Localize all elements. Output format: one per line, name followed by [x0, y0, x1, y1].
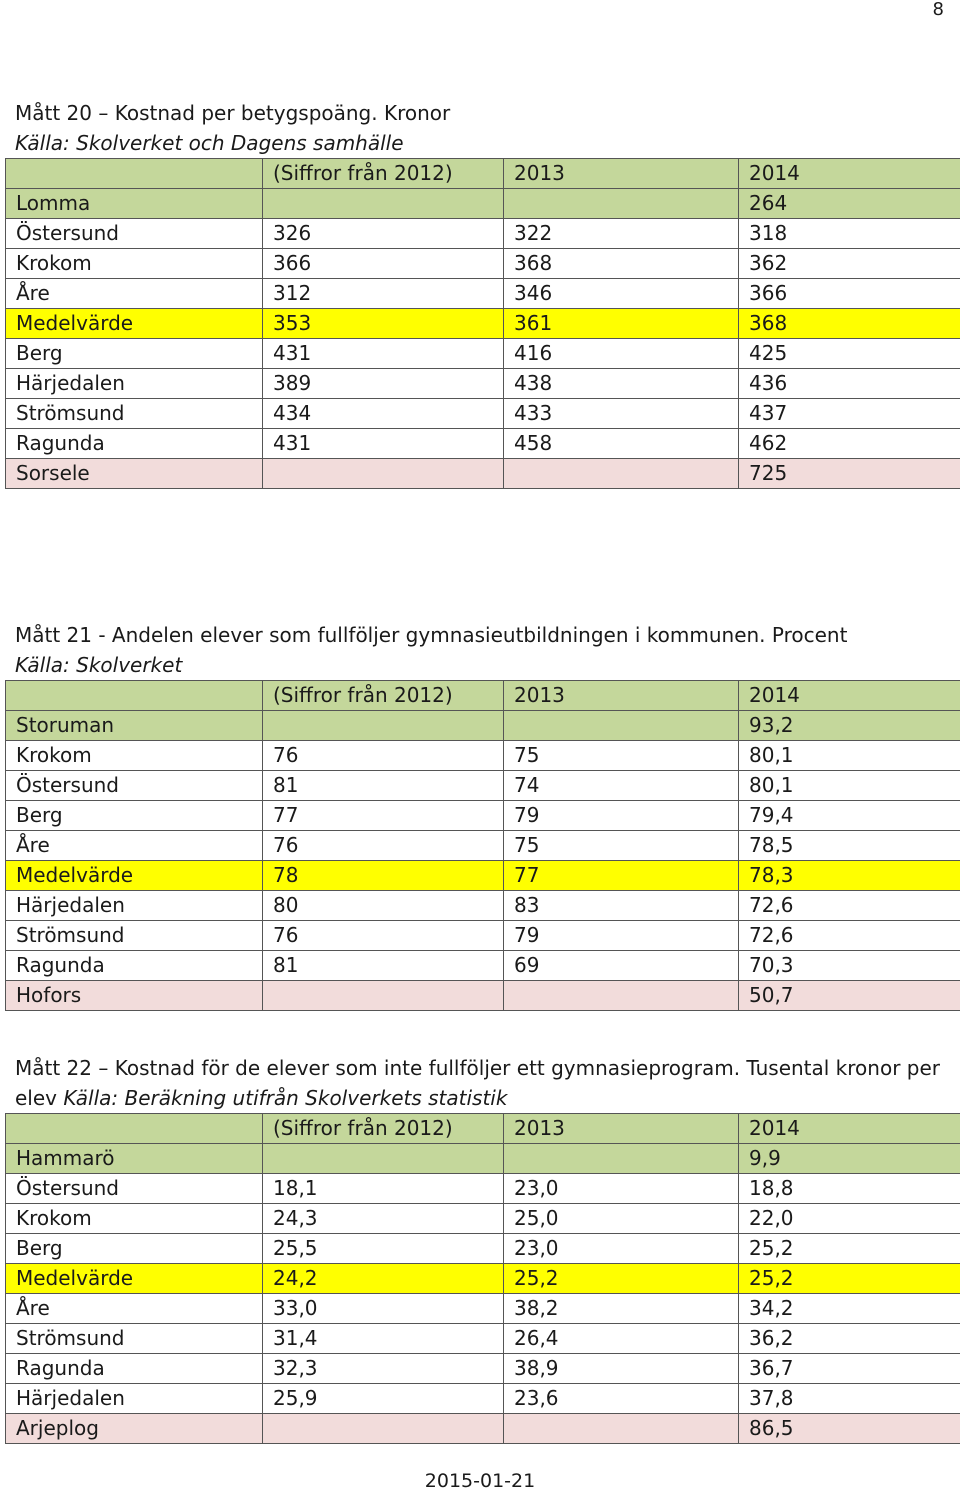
value-cell: 25,2	[504, 1264, 739, 1294]
table-row	[6, 1384, 960, 1414]
table-title: Mått 21 - Andelen elever som fullföljer gymnasieutbildningen i kommunen. Procent	[15, 623, 848, 647]
footer-date: 2015-01-21	[424, 1470, 536, 1492]
municipality-cell: Åre	[6, 1294, 263, 1324]
data-table	[5, 680, 960, 1011]
municipality-cell: Medelvärde	[6, 1264, 263, 1294]
value-cell: 81	[263, 951, 504, 981]
value-cell: 83	[504, 891, 739, 921]
table-row	[6, 711, 960, 741]
municipality-cell: Östersund	[6, 771, 263, 801]
table-title: Mått 20 – Kostnad per betygspoäng. Kronor	[15, 101, 451, 125]
data-table	[5, 158, 960, 489]
table-row	[6, 189, 960, 219]
value-cell: 326	[263, 219, 504, 249]
table-block-3	[5, 1053, 957, 1444]
value-cell: 23,0	[504, 1174, 739, 1204]
value-cell: 264	[739, 189, 960, 219]
value-cell: 22,0	[739, 1204, 960, 1234]
municipality-cell: Hammarö	[6, 1144, 263, 1174]
value-cell: 416	[504, 339, 739, 369]
table-row	[6, 249, 960, 279]
value-cell: 25,2	[739, 1264, 960, 1294]
municipality-cell: Lomma	[6, 189, 263, 219]
value-cell: 74	[504, 771, 739, 801]
table-row	[6, 1234, 960, 1264]
municipality-cell: Krokom	[6, 249, 263, 279]
municipality-cell: Ragunda	[6, 951, 263, 981]
value-cell: 433	[504, 399, 739, 429]
value-cell: 77	[504, 861, 739, 891]
municipality-cell: Berg	[6, 1234, 263, 1264]
table-row	[6, 1354, 960, 1384]
table-row	[6, 309, 960, 339]
column-header: 2014	[739, 1114, 960, 1144]
table-row	[6, 369, 960, 399]
column-header: (Siffror från 2012)	[263, 1114, 504, 1144]
table-row	[6, 1294, 960, 1324]
value-cell	[263, 981, 504, 1011]
value-cell: 362	[739, 249, 960, 279]
column-header: 2014	[739, 159, 960, 189]
value-cell: 33,0	[263, 1294, 504, 1324]
municipality-cell: Ragunda	[6, 429, 263, 459]
value-cell: 24,2	[263, 1264, 504, 1294]
table-header-row	[6, 159, 960, 189]
municipality-cell: Arjeplog	[6, 1414, 263, 1444]
value-cell: 50,7	[739, 981, 960, 1011]
table-source: Källa: Skolverket	[15, 653, 183, 677]
value-cell: 389	[263, 369, 504, 399]
municipality-cell: Härjedalen	[6, 369, 263, 399]
value-cell	[504, 711, 739, 741]
column-header: (Siffror från 2012)	[263, 159, 504, 189]
municipality-cell: Krokom	[6, 741, 263, 771]
value-cell: 86,5	[739, 1414, 960, 1444]
value-cell: 75	[504, 831, 739, 861]
value-cell: 18,1	[263, 1174, 504, 1204]
value-cell: 436	[739, 369, 960, 399]
value-cell: 434	[263, 399, 504, 429]
value-cell: 458	[504, 429, 739, 459]
value-cell: 318	[739, 219, 960, 249]
municipality-cell: Härjedalen	[6, 1384, 263, 1414]
column-header: 2014	[739, 681, 960, 711]
value-cell: 368	[739, 309, 960, 339]
municipality-cell: Berg	[6, 339, 263, 369]
table-header-row	[6, 1114, 960, 1144]
value-cell: 9,9	[739, 1144, 960, 1174]
value-cell: 32,3	[263, 1354, 504, 1384]
value-cell: 25,2	[739, 1234, 960, 1264]
municipality-cell: Strömsund	[6, 399, 263, 429]
table-source: Källa: Skolverket och Dagens samhälle	[15, 131, 404, 155]
value-cell: 36,2	[739, 1324, 960, 1354]
table-row	[6, 399, 960, 429]
table-title-with-source	[15, 1053, 955, 1113]
municipality-cell: Åre	[6, 831, 263, 861]
column-header	[6, 1114, 263, 1144]
value-cell: 346	[504, 279, 739, 309]
value-cell	[263, 1144, 504, 1174]
table-row	[6, 861, 960, 891]
column-header: 2013	[504, 681, 739, 711]
value-cell: 353	[263, 309, 504, 339]
municipality-cell: Sorsele	[6, 459, 263, 489]
value-cell: 24,3	[263, 1204, 504, 1234]
municipality-cell: Medelvärde	[6, 309, 263, 339]
value-cell: 322	[504, 219, 739, 249]
value-cell: 366	[263, 249, 504, 279]
value-cell: 438	[504, 369, 739, 399]
value-cell: 77	[263, 801, 504, 831]
value-cell: 79,4	[739, 801, 960, 831]
value-cell: 425	[739, 339, 960, 369]
column-header	[6, 681, 263, 711]
value-cell	[504, 981, 739, 1011]
municipality-cell: Berg	[6, 801, 263, 831]
table-row	[6, 771, 960, 801]
column-header: (Siffror från 2012)	[263, 681, 504, 711]
table-row	[6, 741, 960, 771]
value-cell: 366	[739, 279, 960, 309]
table-row	[6, 459, 960, 489]
value-cell: 361	[504, 309, 739, 339]
table-row	[6, 951, 960, 981]
value-cell: 25,9	[263, 1384, 504, 1414]
table-row	[6, 1264, 960, 1294]
municipality-cell: Åre	[6, 279, 263, 309]
value-cell: 23,6	[504, 1384, 739, 1414]
municipality-cell: Hofors	[6, 981, 263, 1011]
value-cell: 93,2	[739, 711, 960, 741]
municipality-cell: Östersund	[6, 1174, 263, 1204]
value-cell: 78,5	[739, 831, 960, 861]
value-cell: 69	[504, 951, 739, 981]
table-row	[6, 921, 960, 951]
page-number: 8	[932, 0, 944, 20]
value-cell: 431	[263, 339, 504, 369]
table-row	[6, 339, 960, 369]
value-cell: 25,5	[263, 1234, 504, 1264]
table-row	[6, 219, 960, 249]
value-cell: 38,9	[504, 1354, 739, 1384]
municipality-cell: Ragunda	[6, 1354, 263, 1384]
value-cell: 79	[504, 801, 739, 831]
value-cell: 80,1	[739, 741, 960, 771]
column-header: 2013	[504, 1114, 739, 1144]
value-cell: 76	[263, 831, 504, 861]
table-source: Källa: Beräkning utifrån Skolverkets statistik	[63, 1086, 508, 1110]
value-cell: 38,2	[504, 1294, 739, 1324]
value-cell	[504, 1144, 739, 1174]
table-row	[6, 1144, 960, 1174]
value-cell	[263, 459, 504, 489]
value-cell: 72,6	[739, 891, 960, 921]
value-cell: 72,6	[739, 921, 960, 951]
value-cell: 36,7	[739, 1354, 960, 1384]
value-cell: 23,0	[504, 1234, 739, 1264]
table-row	[6, 831, 960, 861]
value-cell: 368	[504, 249, 739, 279]
value-cell: 79	[504, 921, 739, 951]
value-cell: 31,4	[263, 1324, 504, 1354]
value-cell: 725	[739, 459, 960, 489]
table-row	[6, 801, 960, 831]
table-row	[6, 891, 960, 921]
table-title: Mått 22 – Kostnad för de elever som inte fullföljer ett gymnasieprogram. Tusental kronor per elev	[15, 1056, 940, 1110]
value-cell: 37,8	[739, 1384, 960, 1414]
value-cell: 26,4	[504, 1324, 739, 1354]
municipality-cell: Strömsund	[6, 921, 263, 951]
column-header: 2013	[504, 159, 739, 189]
value-cell: 70,3	[739, 951, 960, 981]
value-cell	[504, 1414, 739, 1444]
table-row	[6, 1414, 960, 1444]
value-cell: 78,3	[739, 861, 960, 891]
value-cell: 312	[263, 279, 504, 309]
table-row	[6, 1174, 960, 1204]
value-cell: 76	[263, 741, 504, 771]
table-header-row	[6, 681, 960, 711]
table-row	[6, 1204, 960, 1234]
value-cell	[263, 711, 504, 741]
data-table	[5, 1113, 960, 1444]
value-cell: 25,0	[504, 1204, 739, 1234]
value-cell: 18,8	[739, 1174, 960, 1204]
municipality-cell: Strömsund	[6, 1324, 263, 1354]
municipality-cell: Medelvärde	[6, 861, 263, 891]
table-block-1	[5, 98, 957, 489]
value-cell: 34,2	[739, 1294, 960, 1324]
table-row	[6, 279, 960, 309]
table-row	[6, 1324, 960, 1354]
value-cell: 75	[504, 741, 739, 771]
municipality-cell: Östersund	[6, 219, 263, 249]
value-cell: 431	[263, 429, 504, 459]
municipality-cell: Härjedalen	[6, 891, 263, 921]
column-header	[6, 159, 263, 189]
value-cell	[263, 189, 504, 219]
value-cell: 80	[263, 891, 504, 921]
value-cell: 462	[739, 429, 960, 459]
value-cell: 76	[263, 921, 504, 951]
value-cell	[263, 1414, 504, 1444]
value-cell: 78	[263, 861, 504, 891]
value-cell: 81	[263, 771, 504, 801]
municipality-cell: Storuman	[6, 711, 263, 741]
table-row	[6, 429, 960, 459]
value-cell: 80,1	[739, 771, 960, 801]
value-cell: 437	[739, 399, 960, 429]
value-cell	[504, 459, 739, 489]
value-cell	[504, 189, 739, 219]
municipality-cell: Krokom	[6, 1204, 263, 1234]
table-block-2	[5, 620, 957, 1011]
table-row	[6, 981, 960, 1011]
